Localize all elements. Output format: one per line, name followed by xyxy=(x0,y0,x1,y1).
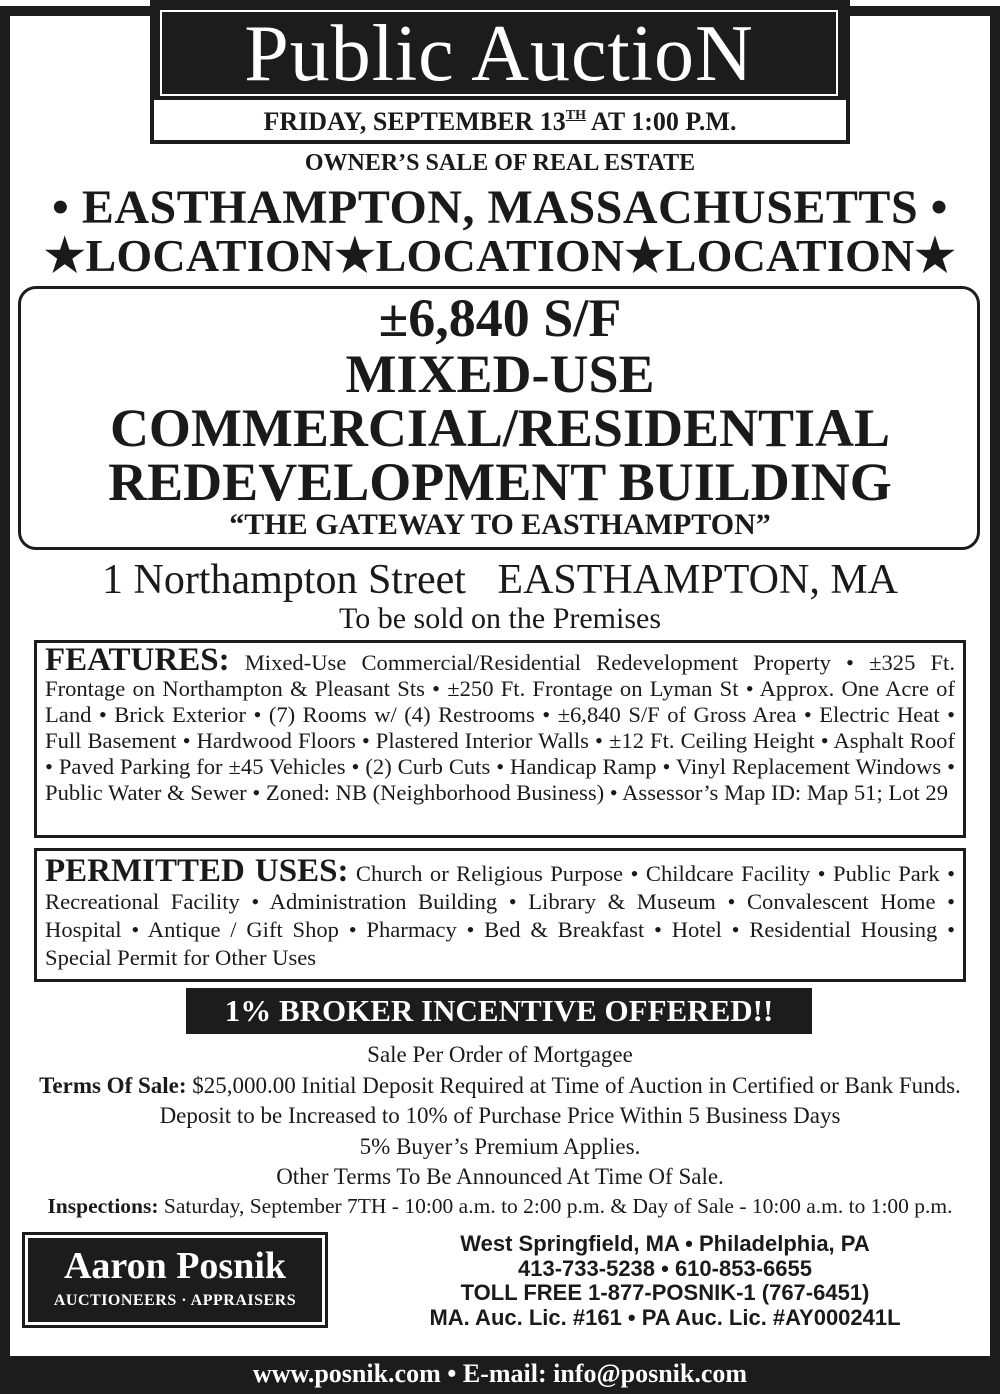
permitted-uses-text: Church or Religious Purpose • Childcare Facility • Public Park • Recreational Facility • Administration Building • Library & Museum • Convalescent Home • Hospital • Antique / Gift Shop • Pharmacy • Bed & Breakfast • Hotel • Residential Housing • Special Permit for Other Uses xyxy=(45,861,955,970)
date-superscript: TH xyxy=(565,108,586,123)
footer-bar xyxy=(0,1356,1000,1394)
contact-info xyxy=(330,1232,1000,1330)
features-text: Mixed-Use Commercial/Residential Redevelopment Property • ±325 Ft. Frontage on Northampton & Pleasant Sts • ±250 Ft. Frontage on Lyman St • Approx. One Acre of Land • Brick Exterior • (7) Rooms w/ (4) Restrooms • ±6,840 S/F of Gross Area • Electric Heat • Full Basement • Hardwood Floors • Plastered Interior Walls • ±12 Ft. Ceiling Height • Asphalt Roof • Paved Parking for ±45 Vehicles • (2) Curb Cuts • Handicap Ramp • Vinyl Replacement Windows • Public Water & Sewer • Zoned: NB (Neighborhood Business) • Assessor’s Map ID: Map 51; Lot 29 xyxy=(45,650,955,805)
logo-subtitle: AUCTIONEERS · APPRAISERS xyxy=(53,1292,297,1309)
inspections xyxy=(10,1192,990,1220)
address-text: 1 Northampton Street EASTHAMPTON, MA xyxy=(101,557,899,603)
date-prefix: FRIDAY, SEPTEMBER 13 xyxy=(263,107,566,136)
property-tagline: “THE GATEWAY TO EASTHAMPTON” xyxy=(229,508,771,541)
terms-section xyxy=(10,1040,990,1193)
property-size: ±6,840 S/F xyxy=(378,288,622,348)
contact-license: MA. Auc. Lic. #161 • PA Auc. Lic. #AY000241L xyxy=(429,1304,901,1330)
property-type-line1: MIXED-USE xyxy=(345,344,655,404)
broker-incentive-banner: 1% BROKER INCENTIVE OFFERED!! xyxy=(186,988,812,1034)
permitted-uses-box xyxy=(34,848,966,982)
contact-toll-free: TOLL FREE 1-877-POSNIK-1 (767-6451) xyxy=(460,1280,870,1305)
buyers-premium: 5% Buyer’s Premium Applies. xyxy=(359,1133,641,1159)
contact-phones: 413-733-5238 • 610-853-6655 xyxy=(518,1255,812,1281)
logo-name: Aaron Posnik xyxy=(63,1245,287,1287)
property-type-line3: REDEVELOPMENT BUILDING xyxy=(108,452,892,512)
inspections-label: Inspections: xyxy=(47,1194,159,1218)
inspections-text: Saturday, September 7TH - 10:00 a.m. to 2:00 p.m. & Day of Sale - 10:00 a.m. to 1:00 p.m. xyxy=(163,1194,953,1218)
features-heading: FEATURES: xyxy=(45,642,230,678)
premises-note: To be sold on the Premises xyxy=(338,602,662,635)
sale-order: Sale Per Order of Mortgagee xyxy=(367,1042,633,1067)
location-heading: ★LOCATION★LOCATION★LOCATION★ xyxy=(44,230,956,281)
page-title: Public AuctioN xyxy=(160,10,838,96)
permitted-uses-heading: PERMITTED USES: xyxy=(45,853,349,889)
property-address xyxy=(0,556,1000,604)
other-terms: Other Terms To Be Announced At Time Of Sale. xyxy=(276,1164,724,1189)
city-heading: • EASTHAMPTON, MASSACHUSETTS • xyxy=(52,181,948,234)
auction-date xyxy=(150,100,850,144)
footer-contact-links[interactable]: www.posnik.com • E-mail: info@posnik.com xyxy=(252,1359,748,1388)
terms-of-sale xyxy=(10,1071,990,1132)
owner-sale-heading: OWNER’S SALE OF REAL ESTATE xyxy=(304,150,696,176)
terms-text: $25,000.00 Initial Deposit Required at Time of Auction in Certified or Bank Funds. Deposit to be Increased to 10% of Purchase Price Within 5 Business Days xyxy=(159,1072,961,1128)
date-suffix: AT 1:00 P.M. xyxy=(591,107,737,136)
terms-label: Terms Of Sale: xyxy=(39,1072,187,1098)
features-box xyxy=(34,640,966,838)
contact-locations: West Springfield, MA • Philadelphia, PA xyxy=(460,1231,870,1256)
property-type-line2: COMMERCIAL/RESIDENTIAL xyxy=(109,398,891,458)
